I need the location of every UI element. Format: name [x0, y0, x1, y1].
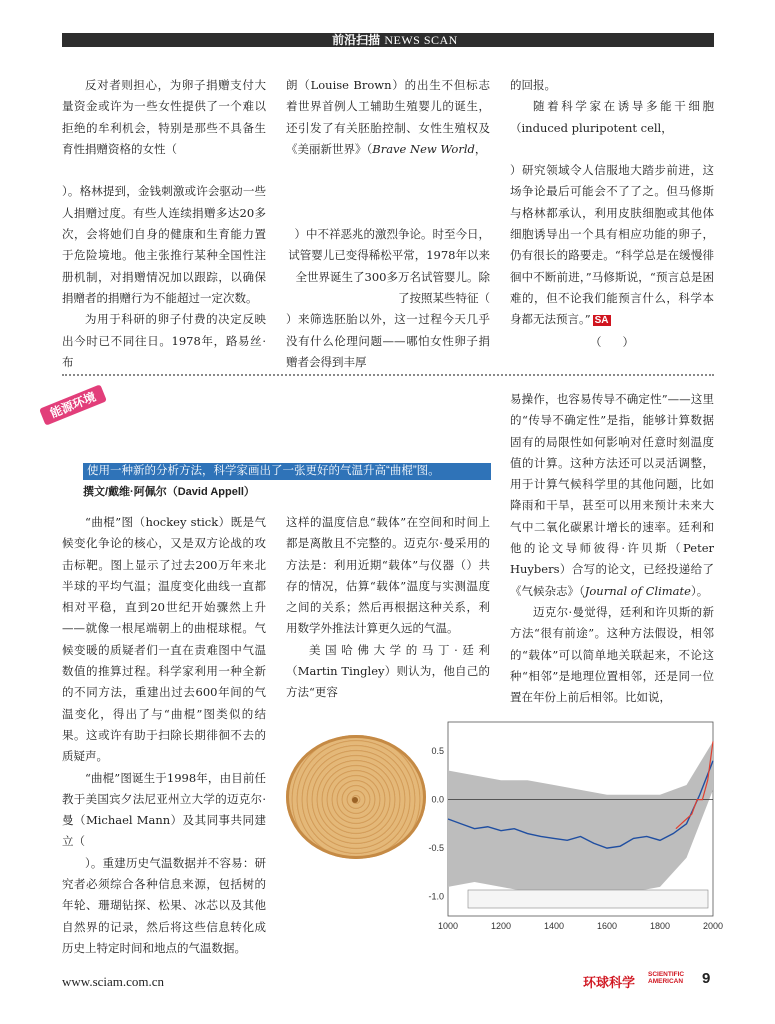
article2-col1-p1: “曲棍”图（hockey stick）既是气候变化争论的核心，又是双方论战的攻击标靶。图上显示了过去200万年来北半球的平均气温；温度变化曲线一直都相对平稳，直到20世纪开始骤然上升——就像一根尾端朝上的曲棍球棍。气候变暖的质疑者们一直在责难图中气温数值的推算过程。科学家利用一种全新的不同方法，重建出过去600年间的气温变化，得出了与“曲棍”图类似的结果。这或许有助于扫除长期徘徊不去的质疑声。	[62, 515, 266, 764]
article1-col3-p3: ）研究领域令人信服地大踏步前进，这场争论最后可能会不了了之。但马修斯与格林都承认，利用皮肤细胞或其他体细胞诱导出一个具有相应功能的卵子，仍有很长的路要走。“科学总是在缓慢徘徊中不断前进，”马修斯说，“预言总是困难的，但不论我们能预言什么，科学本身都无法预言。” SA	[510, 163, 714, 327]
article1-col3-p2: 随着科学家在诱导多能干细胞（induced pluripotent cell，	[510, 99, 714, 135]
y-tick-0.5: 0.5	[431, 746, 444, 757]
temperature-chart	[428, 720, 724, 932]
article2-col1	[62, 512, 266, 959]
section-title-cn: 前沿扫描	[332, 33, 381, 47]
article2-col2-p1: 这样的温度信息“载体”在空间和时间上都是离散且不完整的。迈克尔·曼采用的方法是：利用近期“载体”与仪器（）共存的情况，估算“载体”温度与实测温度之间的关系；然后再根据这种关系，利用数学外推法计算更久远的气温。	[286, 515, 490, 636]
journal-of-climate-title: Journal of Climate	[584, 583, 691, 598]
x-tick-1800: 1800	[649, 921, 671, 931]
article1-col3	[510, 75, 714, 353]
end-mark-sa: SA	[594, 315, 609, 327]
chart-legend-box	[468, 890, 708, 908]
article1-col1-p3: 为用于科研的卵子付费的决定反映出今时已不同往日。1978年，路易丝·布	[62, 312, 266, 369]
article2-col3-p1: 易操作，也容易传导不确定性”——这里的“传导不确定性”是指，能够计算数据固有的局限性如何影响对任意时刻温度值的计算。这种方法还可以灵活调整，用于计算气候科学里的其他问题，比如降雨和干旱，甚至可以用来预计未来大气中二氧化碳累计增长的速率。廷利和他的论文导师彼得·许贝斯（Peter Huybers）合写的论文，已经投递给了《气候杂志》（Journal of Climate）。	[510, 392, 714, 598]
section-title-en: NEWS SCAN	[384, 33, 458, 47]
article1-col3-p4: （ ）	[590, 334, 634, 349]
article1-col1	[62, 75, 266, 373]
y-tick--1.0: -1.0	[428, 891, 444, 902]
x-tick-1200: 1200	[490, 921, 512, 931]
article2-col3	[510, 389, 714, 708]
article2-col3-p2: 迈克尔·曼觉得，廷利和许贝斯的新方法“很有前途”。这种方法假设，相邻的“载体”可以简单地关联起来，不论这种“相邻”是地理位置相邻，还是同一位置在年份上前后相邻。比如说，	[510, 604, 714, 705]
article2-author: 撰文/戴维·阿佩尔（David Appell）	[83, 486, 255, 498]
article1-col2-p2-mid: ）来筛选胚胎以外，这一过程今天几乎没有什么伦理问题——哪怕女性卵子捐赠者会得到丰厚	[286, 312, 490, 369]
x-tick-2000: 2000	[702, 921, 724, 931]
article2-col1-p2: “曲棍”图诞生于1998年，由目前任教于美国宾夕法尼亚州立大学的迈克尔·曼（Michael Mann）及其同事共同建立（	[62, 770, 266, 849]
tree-rings-core	[352, 797, 358, 803]
section-divider	[62, 374, 714, 376]
article1-col2-p2: ）中不祥恶兆的激烈争论。时至今日，试管婴儿已变得稀松平常，1978年以来全世界诞生了300多万名试管婴儿。除了按照某些特征（	[288, 227, 490, 305]
article1-col3-p1: 的回报。	[510, 78, 556, 92]
energy-environment-tag: 能源环境	[39, 384, 107, 425]
article1-col2	[286, 75, 490, 373]
brave-new-world-title: Brave New World	[372, 141, 475, 156]
x-tick-1400: 1400	[543, 921, 565, 931]
article2-col2-p2: 美国哈佛大学的马丁·廷利（Martin Tingley）则认为，他自己的方法“更容	[286, 642, 490, 700]
footer-brand: 环球科学	[583, 975, 636, 990]
section-title	[300, 33, 490, 47]
article1-col2-p1: 朗（Louise Brown）的出生不但标志着世界首例人工辅助生殖婴儿的诞生，还引发了有关胚胎控制、女性生殖权及《美丽新世界》（Brave New World，	[286, 78, 490, 156]
y-tick-0.0: 0.0	[431, 794, 444, 805]
footer-url: www.sciam.com.cn	[62, 974, 165, 989]
x-tick-1000: 1000	[437, 921, 459, 931]
article1-col1-p1: 反对者则担心，为卵子捐赠支付大量资金或许为一些女性提供了一个难以拒绝的牟利机会，特别是那些不具备生育性捐赠资格的女性（	[62, 78, 266, 156]
y-tick--0.5: -0.5	[428, 843, 444, 854]
footer-brand-en: SCIENTIFIC AMERICAN	[648, 971, 685, 985]
article1-col1-p2: ）。格林提到，金钱刺激或许会驱动一些人捐赠过度。有些人连续捐赠多达20多次，会将她们自身的健康和生育能力置于危险境地。他主张推行某种全国性注册机制，对捐赠情况加以跟踪，以确保捐赠者的捐赠行为不能超过一定次数。	[62, 184, 266, 305]
x-tick-1600: 1600	[596, 921, 618, 931]
page-number: 9	[702, 970, 711, 987]
article2-subtitle: 使用一种新的分析方法，科学家画出了一张更好的气温升高“曲棍”图。	[83, 463, 491, 480]
article2-col2	[286, 512, 490, 704]
article2-col1-p3: ）。重建历史气温数据并不容易：研究者必须综合各种信息来源，包括树的年轮、珊瑚钻探、松果、冰芯以及其他自然界的记录，然后将这些信息转化成历史上特定时间和地点的气温数据。	[62, 855, 266, 955]
